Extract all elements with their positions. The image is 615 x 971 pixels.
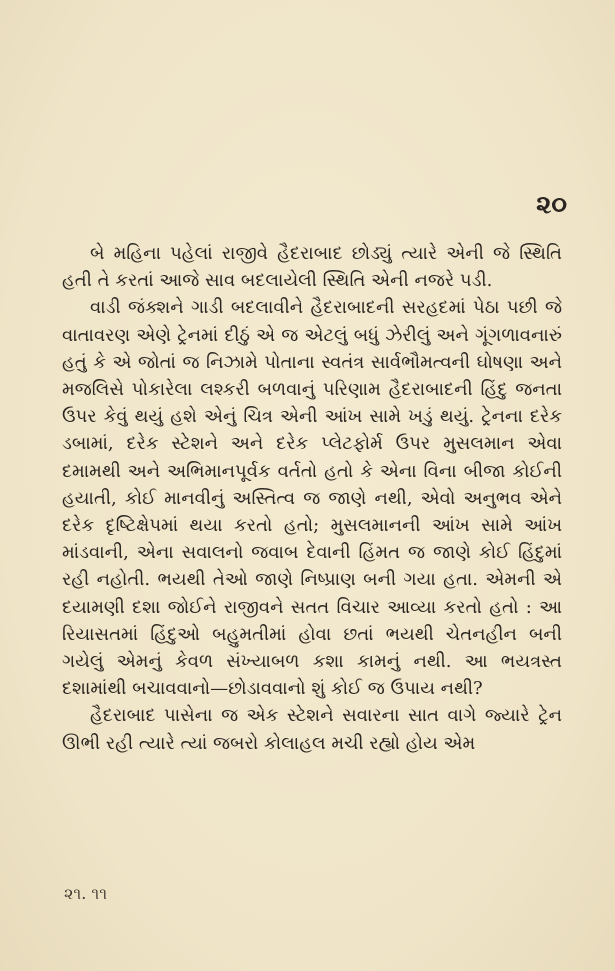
paragraph-3: હૈદરાબાદ પાસેના જ એક સ્ટેશને સવારના સાત વાગે જ્યારે ટ્રેન ઊભી રહી ત્યારે ત્યાં જબરો કોલાહલ મચી રહ્યો હોય એમ (62, 705, 562, 754)
paragraph-2: વાડી જંક્શને ગાડી બદલાવીને હૈદરાબાદની સરહદમાં પેઠા પછી જે વાતાવરણ એણે ટ્રેનમાં દીઠું એ જ એટલું બધું ઝેરીલું અને ગૂંગળાવનારું હતું કે એ જોતાં જ નિઝામે પોતાના સ્વતંત્ર સાર્વભૌમત્વની ઘોષણા અને મજલિસે પોકારેલા લશ્કરી બળવાનું પરિણામ હૈદરાબાદની હિંદુ જનતા ઉપર કેવું થયું હશે એનું ચિત્ર એની આંખ સામે ખડું થયું. ટ્રેનના દરેક ડબામાં, દરેક સ્ટેશને અને દરેક પ્લેટફોર્મ ઉપર મુસલમાન એવા દમામથી અને અભિમાનપૂર્વક વર્તતો હતો કે એના વિના બીજા કોઈની હયાતી, કોઈ માનવીનું અસ્તિત્વ જ જાણે નથી, એવો અનુભવ એને દરેક દૃષ્ટિક્ષેપમાં થયા કરતો હતો; મુસલમાનની આંખ સામે આંખ માંડવાની, એના સવાલનો જવાબ દેવાની હિંમત જ જાણે કોઈ હિંદુમાં રહી નહોતી. ભયથી તેઓ જાણે નિષ્પ્રાણ બની ગયા હતા. એમની એ દયામણી દશા જોઈને રાજીવને સતત વિચાર આવ્યા કરતો હતો : આ રિયાસતમાં હિંદુઓ બહુમતીમાં હોવા છતાં ભયથી ચેતનહીન બની ગયેલું એમનું કેવળ સંખ્યાબળ કશા કામનું નથી. આ ભયત્રસ્ત દશામાંથી બચાવવાનો—છોડાવવાનો શું કોઈ જ ઉપાય નથી? (62, 297, 562, 700)
body-text (62, 240, 562, 757)
page-number: ૨૦ (536, 190, 567, 220)
signature-mark: ૨૧. ૧૧ (64, 884, 108, 903)
paragraph-1: બે મહિના પહેલાં રાજીવે હૈદરાબાદ છોડ્યું ત્યારે એની જે સ્થિતિ હતી તે કરતાં આજે સાવ બદલાયેલી સ્થિતિ એની નજરે પડી. (62, 243, 562, 292)
